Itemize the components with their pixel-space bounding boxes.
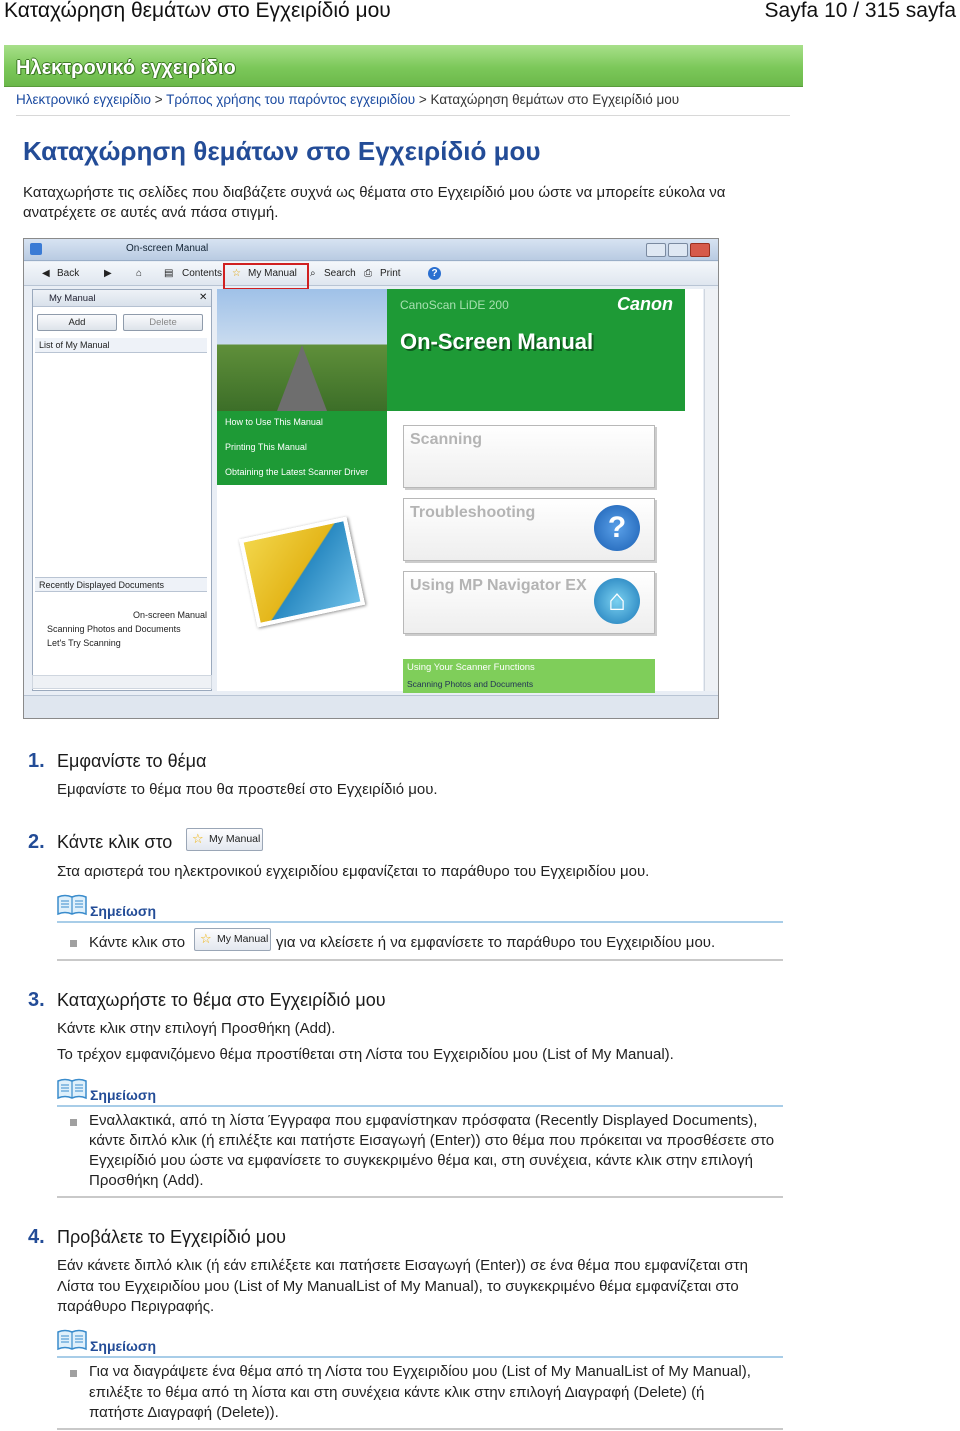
brand-logo: Canon xyxy=(617,294,673,314)
maximize-icon[interactable] xyxy=(668,243,688,257)
list-header: List of My Manual xyxy=(35,338,207,353)
breadcrumb-separator: > xyxy=(415,92,431,107)
step-title: Κάντε κλικ στο xyxy=(57,832,173,852)
bullet xyxy=(70,940,77,947)
step-text: Εάν κάνετε διπλό κλικ (ή εάν επιλέξετε και πατήσετε Εισαγωγή (Enter)) σε ένα θέμα που εμφανίζεται στη Λίστα του Εγχειριδίου μου (List of My ManualList of My Manual), το συγκεκριμένο θέμα εμφανίζεται στο παράθυρο Περιγραφής. xyxy=(57,1257,748,1315)
back-arrow-icon[interactable]: ◀ xyxy=(42,268,50,279)
card-title: Scanning xyxy=(410,431,483,448)
step-text: Στα αριστερά του ηλεκτρονικού εγχειριδίου εμφανίζεται το παράθυρο του Εγχειριδίου μου. xyxy=(57,863,650,880)
note-text: Εναλλακτικά, από τη λίστα Έγγραφα που εμφανίστηκαν πρόσφατα (Recently Displayed Documents), κάντε διπλό κλικ (ή επιλέξτε και πατήστε Εισαγωγή (Enter)) στο θέμα που πρόκειται να προσθέσετε στο Εγχειρίδιό μου ώστε να εμφανίσετε το συγκεκριμένο θέμα και, στη συνέχεια, κάντε κλικ στην επιλογή Προσθήκη (Add). xyxy=(89,1112,775,1189)
card-title: Using MP Navigator EX xyxy=(410,577,587,594)
vertical-scrollbar[interactable] xyxy=(704,289,718,691)
functions-item[interactable]: Scanning Photos and Documents xyxy=(407,679,534,689)
functions-title: Using Your Scanner Functions xyxy=(407,662,535,673)
window-title: On-screen Manual xyxy=(126,243,209,254)
search-icon: ⌕ xyxy=(310,268,316,279)
star-icon: ☆ xyxy=(200,931,212,946)
link-printing[interactable]: Printing This Manual xyxy=(225,442,307,452)
note-divider xyxy=(57,1356,783,1358)
delete-button[interactable]: Delete xyxy=(123,314,203,331)
mymanual-toolbar-button[interactable]: My Manual xyxy=(248,268,297,279)
card-troubleshooting[interactable] xyxy=(403,498,655,561)
step-text: Εμφανίστε το θέμα που θα προστεθεί στο Εγχειρίδιό μου. xyxy=(57,781,438,798)
pane-title: My Manual xyxy=(33,290,211,307)
window-titlebar xyxy=(24,239,718,261)
mymanual-button[interactable] xyxy=(186,828,263,851)
back-button[interactable]: Back xyxy=(57,268,80,279)
note-book-icon xyxy=(57,1078,87,1098)
step-number: 4. xyxy=(28,1226,45,1248)
close-icon[interactable]: ✕ xyxy=(199,292,208,303)
intro-text: Καταχωρήστε τις σελίδες που διαβάζετε συχνά ως θέματα στο Εγχειρίδιό μου ώστε να μπορείτε εύκολα να ανατρέχετε σε αυτές ανά πάσα στιγμή. xyxy=(23,184,726,221)
link-driver[interactable]: Obtaining the Latest Scanner Driver xyxy=(225,467,369,477)
breadcrumb-link-howto[interactable]: Τρόπος χρήσης του παρόντος εγχειριδίου xyxy=(166,92,416,107)
step-text: Κάντε κλικ στην επιλογή Προσθήκη (Add). xyxy=(57,1020,336,1037)
note-label: Σημείωση xyxy=(90,1338,157,1354)
step-title: Προβάλετε το Εγχειρίδιό μου xyxy=(57,1227,287,1247)
step-title: Καταχωρήστε το θέμα στο Εγχειρίδιό μου xyxy=(57,990,386,1010)
search-button[interactable]: Search xyxy=(324,268,356,279)
note-divider xyxy=(57,1196,783,1198)
question-icon: ? xyxy=(594,505,640,551)
quick-links xyxy=(217,411,387,485)
button-label: My Manual xyxy=(217,933,269,945)
recent-item[interactable]: Scanning Photos and Documents xyxy=(47,624,181,634)
note-label: Σημείωση xyxy=(90,903,157,919)
note-text: Κάντε κλικ στο xyxy=(89,934,186,951)
document-title: Καταχώρηση θεμάτων στο Εγχειρίδιό μου xyxy=(4,0,391,22)
step-title: Εμφανίστε το θέμα xyxy=(57,751,207,771)
note-text: Για να διαγράψετε ένα θέμα από τη Λίστα του Εγχειριδίου μου (List of My ManualList of My Manual), επιλέξτε το θέμα από τη λίστα και στη συνέχεια κάντε κλικ στην επιλογή Διαγραφή (Delete) (ή πατήστε Διαγραφή (Delete)). xyxy=(89,1363,751,1421)
breadcrumb xyxy=(16,92,679,107)
hero-subtitle: CanoScan LiDE 200 xyxy=(400,298,509,312)
page-heading: Καταχώρηση θεμάτων στο Εγχειρίδιό μου xyxy=(23,136,541,166)
app-icon xyxy=(30,243,42,255)
add-button[interactable]: Add xyxy=(37,314,117,331)
note-text: για να κλείσετε ή να εμφανίσετε το παράθυρο του Εγχειριδίου μου. xyxy=(276,934,716,951)
step-number: 3. xyxy=(28,989,45,1011)
contents-icon: ▤ xyxy=(164,268,174,279)
manual-content xyxy=(217,289,703,691)
note-divider xyxy=(57,959,783,961)
forward-arrow-icon[interactable]: ▶ xyxy=(104,268,112,279)
help-icon[interactable]: ? xyxy=(428,267,441,280)
print-button[interactable]: Print xyxy=(380,268,401,279)
breadcrumb-link-manual[interactable]: Ηλεκτρονικό εγχειρίδιο xyxy=(16,92,151,107)
recent-header: Recently Displayed Documents xyxy=(35,577,207,592)
horizontal-scrollbar[interactable] xyxy=(32,675,212,689)
photos-image xyxy=(239,517,365,628)
road-graphic xyxy=(277,345,327,411)
star-icon: ☆ xyxy=(192,831,204,846)
star-icon: ☆ xyxy=(232,268,241,279)
page-number: Sayfa 10 / 315 sayfa xyxy=(764,0,956,22)
card-scanning[interactable] xyxy=(403,425,655,488)
note-divider xyxy=(57,921,783,923)
bullet xyxy=(70,1370,77,1377)
note-label: Σημείωση xyxy=(90,1087,157,1103)
breadcrumb-current: Καταχώρηση θεμάτων στο Εγχειρίδιό μου xyxy=(430,92,680,107)
contents-button[interactable]: Contents xyxy=(182,268,223,279)
close-icon[interactable] xyxy=(690,243,710,257)
status-bar xyxy=(24,695,718,719)
highlight-frame xyxy=(223,263,309,290)
note-divider xyxy=(57,1428,783,1430)
breadcrumb-separator: > xyxy=(150,92,167,107)
note-book-icon xyxy=(57,1329,87,1349)
home-icon[interactable]: ⌂ xyxy=(136,268,143,279)
banner-title: Ηλεκτρονικό εγχειρίδιο xyxy=(16,57,236,79)
manual-toolbar xyxy=(24,262,718,286)
recent-item[interactable]: Let's Try Scanning xyxy=(47,638,121,648)
step-text: Το τρέχον εμφανιζόμενο θέμα προστίθεται στη Λίστα του Εγχειριδίου μου (List of My Manual). xyxy=(57,1046,674,1063)
mymanual-pane xyxy=(32,289,212,691)
manual-window-screenshot xyxy=(23,238,719,719)
minimize-icon[interactable] xyxy=(646,243,666,257)
hero-title: On-Screen Manual xyxy=(400,329,594,354)
scanner-icon: ⌂ xyxy=(594,578,640,624)
divider xyxy=(16,115,790,116)
link-howto[interactable]: How to Use This Manual xyxy=(225,417,323,427)
card-title: Troubleshooting xyxy=(410,504,536,521)
print-icon: ⎙ xyxy=(364,268,372,279)
bullet xyxy=(70,1119,77,1126)
note-book-icon xyxy=(57,894,87,914)
step-number: 1. xyxy=(28,750,45,772)
functions-box xyxy=(403,659,655,693)
mymanual-button[interactable] xyxy=(194,928,271,951)
note-divider xyxy=(57,1105,783,1107)
recent-item[interactable]: On-screen Manual xyxy=(133,610,208,620)
step-number: 2. xyxy=(28,831,45,853)
card-navigator[interactable] xyxy=(403,571,655,634)
button-label: My Manual xyxy=(209,833,261,845)
